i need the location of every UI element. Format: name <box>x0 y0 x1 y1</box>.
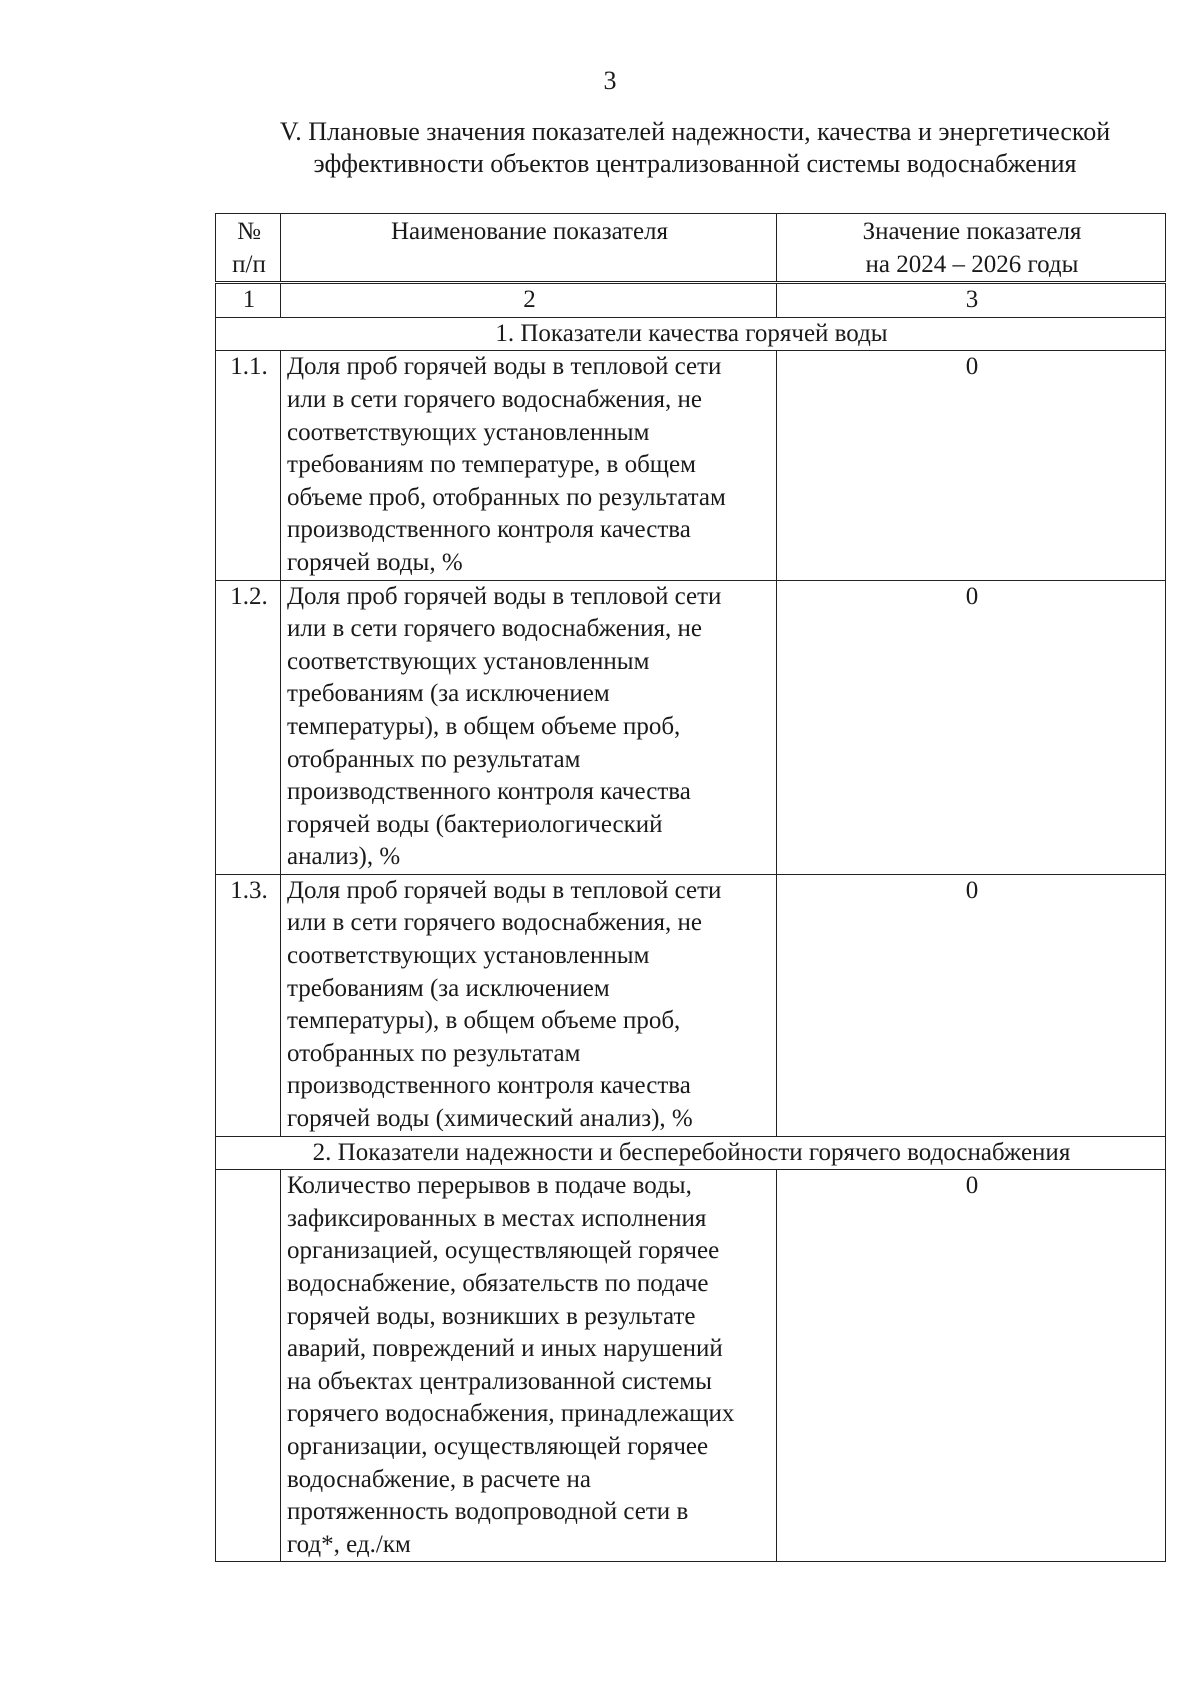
header-number-cell <box>216 214 281 283</box>
column-number-3: 3 <box>777 283 1166 318</box>
indicator-name-line: горячего водоснабжения, принадлежащих <box>287 1400 735 1428</box>
indicator-value: 0 <box>777 1170 1166 1562</box>
section-heading-row <box>216 1136 1166 1170</box>
indicator-value: 0 <box>777 874 1166 1136</box>
indicator-name <box>281 1170 777 1562</box>
indicator-name-line: зафиксированных в местах исполнения <box>287 1204 707 1232</box>
indicator-name-line: Доля проб горячей воды в тепловой сети <box>287 876 722 904</box>
row-number: 1.2. <box>216 580 281 874</box>
row-number: 1.1. <box>216 351 281 580</box>
page-number: 3 <box>603 66 617 95</box>
header-number-line-1: № <box>237 218 261 245</box>
column-number-1: 1 <box>216 283 281 318</box>
indicator-name-line: на объектах централизованной системы <box>287 1367 712 1395</box>
column-numbering-row <box>216 283 1166 318</box>
indicator-name-line: отобранных по результатам <box>287 1039 581 1067</box>
indicator-name-line: организацией, осуществляющей горячее <box>287 1237 720 1265</box>
indicator-name-line: Доля проб горячей воды в тепловой сети <box>287 582 722 610</box>
indicator-name-line: Количество перерывов в подаче воды, <box>287 1172 692 1200</box>
indicator-name-line: требованиям по температуре, в общем <box>287 451 696 479</box>
indicator-name-line: горячей воды, возникших в результате <box>287 1302 696 1330</box>
header-value-cell <box>777 214 1166 283</box>
indicator-name-line: отобранных по результатам <box>287 745 581 773</box>
section-heading: 1. Показатели качества горячей воды <box>216 317 1166 351</box>
table-row <box>216 1170 1166 1562</box>
indicator-name-line: соответствующих установленным <box>287 942 650 970</box>
section-title-line-2: эффективности объектов централизованной системы водоснабжения <box>313 149 1077 178</box>
section-heading-row <box>216 317 1166 351</box>
table-row <box>216 351 1166 580</box>
table-header-row <box>216 214 1166 283</box>
indicator-name-line: водоснабжение, в расчете на <box>287 1465 591 1493</box>
header-number-line-2: п/п <box>232 250 266 278</box>
indicator-name-line: температуры), в общем объеме проб, <box>287 1007 681 1035</box>
indicator-name-line: или в сети горячего водоснабжения, не <box>287 385 702 413</box>
header-value-line-2: на 2024 – 2026 годы <box>865 250 1079 278</box>
indicator-name-line: соответствующих установленным <box>287 418 650 446</box>
header-name-text: Наименование показателя <box>390 218 669 245</box>
section-title-line-1: V. Плановые значения показателей надежности, качества и энергетической <box>279 117 1111 146</box>
section-heading: 2. Показатели надежности и бесперебойности горячего водоснабжения <box>216 1136 1166 1170</box>
indicators-table <box>215 213 1166 1562</box>
indicator-name <box>281 580 777 874</box>
indicator-name-line: год*, ед./км <box>287 1530 411 1558</box>
indicator-name-line: горячей воды (химический анализ), % <box>287 1105 693 1133</box>
indicator-value: 0 <box>777 580 1166 874</box>
indicator-name-line: протяженность водопроводной сети в <box>287 1498 689 1526</box>
indicator-name-line: организации, осуществляющей горячее <box>287 1432 709 1460</box>
row-number <box>216 1170 281 1562</box>
indicator-name-line: температуры), в общем объеме проб, <box>287 712 681 740</box>
indicator-name-line: производственного контроля качества <box>287 516 691 544</box>
indicator-name-line: анализ), % <box>287 843 401 871</box>
indicator-name <box>281 874 777 1136</box>
indicator-name-line: горячей воды (бактериологический <box>287 810 663 838</box>
indicator-value: 0 <box>777 351 1166 580</box>
row-number: 1.3. <box>216 874 281 1136</box>
table-row <box>216 580 1166 874</box>
indicator-name-line: или в сети горячего водоснабжения, не <box>287 909 702 937</box>
indicator-name-line: соответствующих установленным <box>287 647 650 675</box>
table-row <box>216 874 1166 1136</box>
indicator-name-line: горячей воды, % <box>287 548 463 576</box>
indicator-name-line: Доля проб горячей воды в тепловой сети <box>287 353 722 381</box>
indicator-name-line: производственного контроля качества <box>287 1072 691 1100</box>
indicator-name-line: аварий, повреждений и иных нарушений <box>287 1335 723 1363</box>
section-title <box>215 116 1175 180</box>
indicator-name-line: водоснабжение, обязательств по подаче <box>287 1270 709 1297</box>
header-value-line-1: Значение показателя <box>862 218 1082 245</box>
indicator-name-line: требованиям (за исключением <box>287 680 610 708</box>
indicator-name-line: производственного контроля качества <box>287 778 691 806</box>
indicator-name <box>281 351 777 580</box>
indicator-name-line: требованиям (за исключением <box>287 974 610 1002</box>
column-number-2: 2 <box>281 283 777 318</box>
indicator-name-line: или в сети горячего водоснабжения, не <box>287 615 702 643</box>
header-name-cell <box>281 214 777 283</box>
indicator-name-line: объеме проб, отобранных по результатам <box>287 483 726 511</box>
